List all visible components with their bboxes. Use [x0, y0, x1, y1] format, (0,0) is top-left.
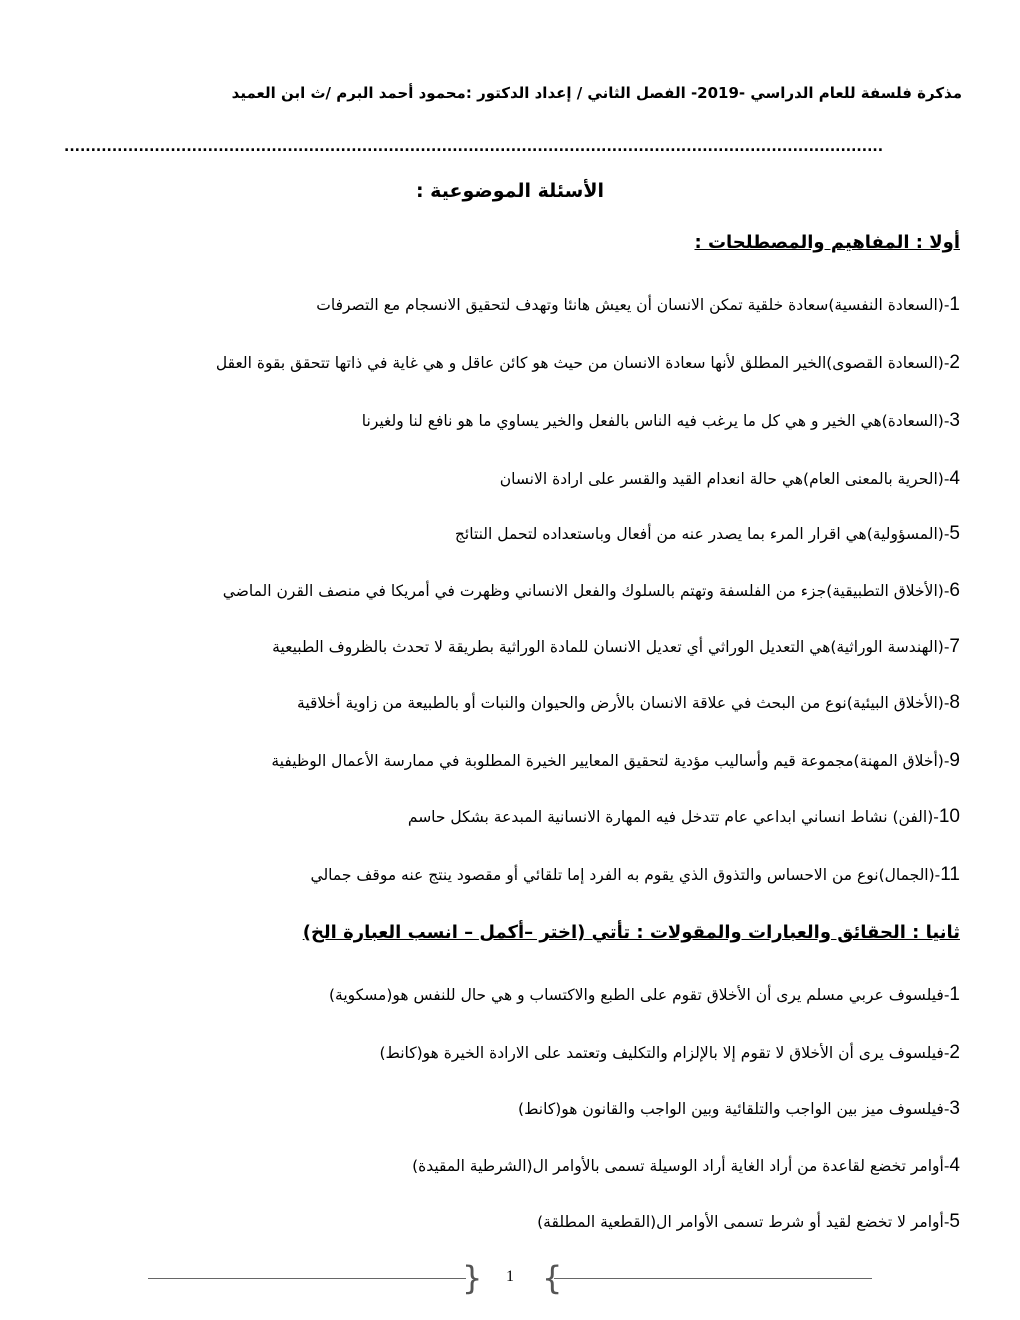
item-text: -(الأخلاق البيئية)نوع من البحث في علاقة الانسان بالأرض والحيوان والنبات أو بالطبيعة من زاوية أخلاقية — [297, 694, 950, 712]
list-item — [60, 750, 960, 772]
item-text: -(السعادة النفسية)سعادة خلقية تمكن الانسان أن يعيش هانئا وتهدف لتحقيق الانسجام مع التصرفات — [316, 296, 950, 314]
list-item — [60, 523, 960, 545]
footer-bracket-left-icon: { — [462, 1259, 483, 1297]
list-item — [60, 580, 960, 602]
item-text: -(السعادة)هي الخير و هي كل ما يرغب فيه الناس بالفعل والخير يساوي ما هو نافع لنا ولغيرنا — [361, 412, 950, 430]
list-item — [60, 1042, 960, 1064]
list-item — [60, 294, 960, 316]
item-text: -(الفن) نشاط انساني ابداعي عام تتدخل فيه المهارة الانسانية المبدعة بشكل حاسم — [407, 808, 939, 826]
item-text: -(المسؤولية)هي اقرار المرء بما يصدر عنه من أفعال وباستعداده لتحمل النتائج — [454, 525, 950, 543]
item-number: 7 — [949, 636, 960, 657]
item-number: 4 — [949, 1155, 960, 1176]
list-item — [60, 352, 960, 374]
item-number: 3 — [949, 410, 960, 431]
item-text: -فيلسوف ميز بين الواجب والتلقائية وبين الواجب والقانون هو(كانط) — [518, 1100, 950, 1118]
document-header: مذكرة فلسفة للعام الدراسي -2019- الفصل الثاني / إعداد الدكتور :محمود أحمد البرم /ث ابن العميد — [231, 84, 962, 102]
list-item — [60, 468, 960, 490]
item-number: 9 — [949, 750, 960, 771]
item-number: 6 — [949, 580, 960, 601]
item-text: -(الهندسة الوراثية)هي التعديل الوراثي أي تعديل الانسان للمادة الوراثية بطريقة لا تحدث بالظروف الطبيعية — [272, 638, 950, 656]
item-number: 3 — [949, 1098, 960, 1119]
item-number: 8 — [949, 692, 960, 713]
footer-divider-right — [554, 1278, 872, 1279]
footer-bracket-right-icon: } — [542, 1259, 563, 1297]
list-item — [60, 806, 960, 828]
item-text: -(الجمال)نوع من الاحساس والتذوق الذي يقوم به الفرد إما تلقائي أو مقصود ينتج عنه موقف جمالي — [310, 866, 941, 884]
item-number: 1 — [949, 294, 960, 315]
item-text: -(الأخلاق التطبيقية)جزء من الفلسفة وتهتم بالسلوك والفعل الانساني وظهرت في أمريكا في منصف القرن الماضي — [222, 582, 950, 600]
list-item — [60, 410, 960, 432]
item-number: 5 — [949, 523, 960, 544]
item-number: 2 — [949, 1042, 960, 1063]
item-text: -فيلسوف عربي مسلم يرى أن الأخلاق تقوم على الطبع والاكتساب و هي حال للنفس هو(مسكوية) — [328, 986, 950, 1004]
item-number: 1 — [949, 984, 960, 1005]
item-number: 4 — [949, 468, 960, 489]
item-text: -فيلسوف يرى أن الأخلاق لا تقوم إلا بالإلزام والتكليف وتعتمد على الارادة الخيرة هو(كانط) — [379, 1044, 950, 1062]
item-text: -أوامر تخضع لقاعدة من أراد الغاية أراد الوسيلة تسمى بالأوامر ال(الشرطية المقيدة) — [412, 1157, 950, 1175]
item-number: 2 — [949, 352, 960, 373]
list-item — [60, 1155, 960, 1177]
item-text: -(الحرية بالمعنى العام)هي حالة انعدام القيد والقسر على ارادة الانسان — [499, 470, 950, 488]
list-item — [60, 692, 960, 714]
page-number: 1 — [506, 1268, 514, 1285]
footer-divider-left — [148, 1278, 466, 1279]
list-item — [60, 1211, 960, 1233]
item-number: 5 — [949, 1211, 960, 1232]
item-text: -(أخلاق المهنة)مجموعة قيم وأساليب مؤدية لتحقيق المعايير الخيرة المطلوبة في ممارسة الأعمال الوظيفية — [271, 752, 950, 770]
item-number: 11 — [940, 864, 960, 885]
list-item — [60, 864, 960, 886]
item-text: -أوامر لا تخضع لقيد أو شرط تسمى الأوامر ال(القطعية المطلقة) — [537, 1213, 950, 1231]
list-item — [60, 1098, 960, 1120]
header-separator: .......................................................................................................................................................... — [64, 140, 884, 154]
page-title: الأسئلة الموضوعية : — [415, 180, 605, 202]
list-item — [60, 984, 960, 1006]
item-number: 10 — [938, 806, 960, 827]
item-text: -(السعادة القصوى)الخير المطلق لأنها سعادة الانسان من حيث هو كائن عاقل و هي غاية في ذاتها تتحقق بقوة العقل — [215, 354, 950, 372]
section-title-concepts: أولا : المفاهيم والمصطلحات : — [694, 232, 960, 253]
section-title-facts: ثانيا : الحقائق والعبارات والمقولات : تأتي (اختر –أكمل – انسب العبارة الخ) — [302, 922, 960, 943]
list-item — [60, 636, 960, 658]
